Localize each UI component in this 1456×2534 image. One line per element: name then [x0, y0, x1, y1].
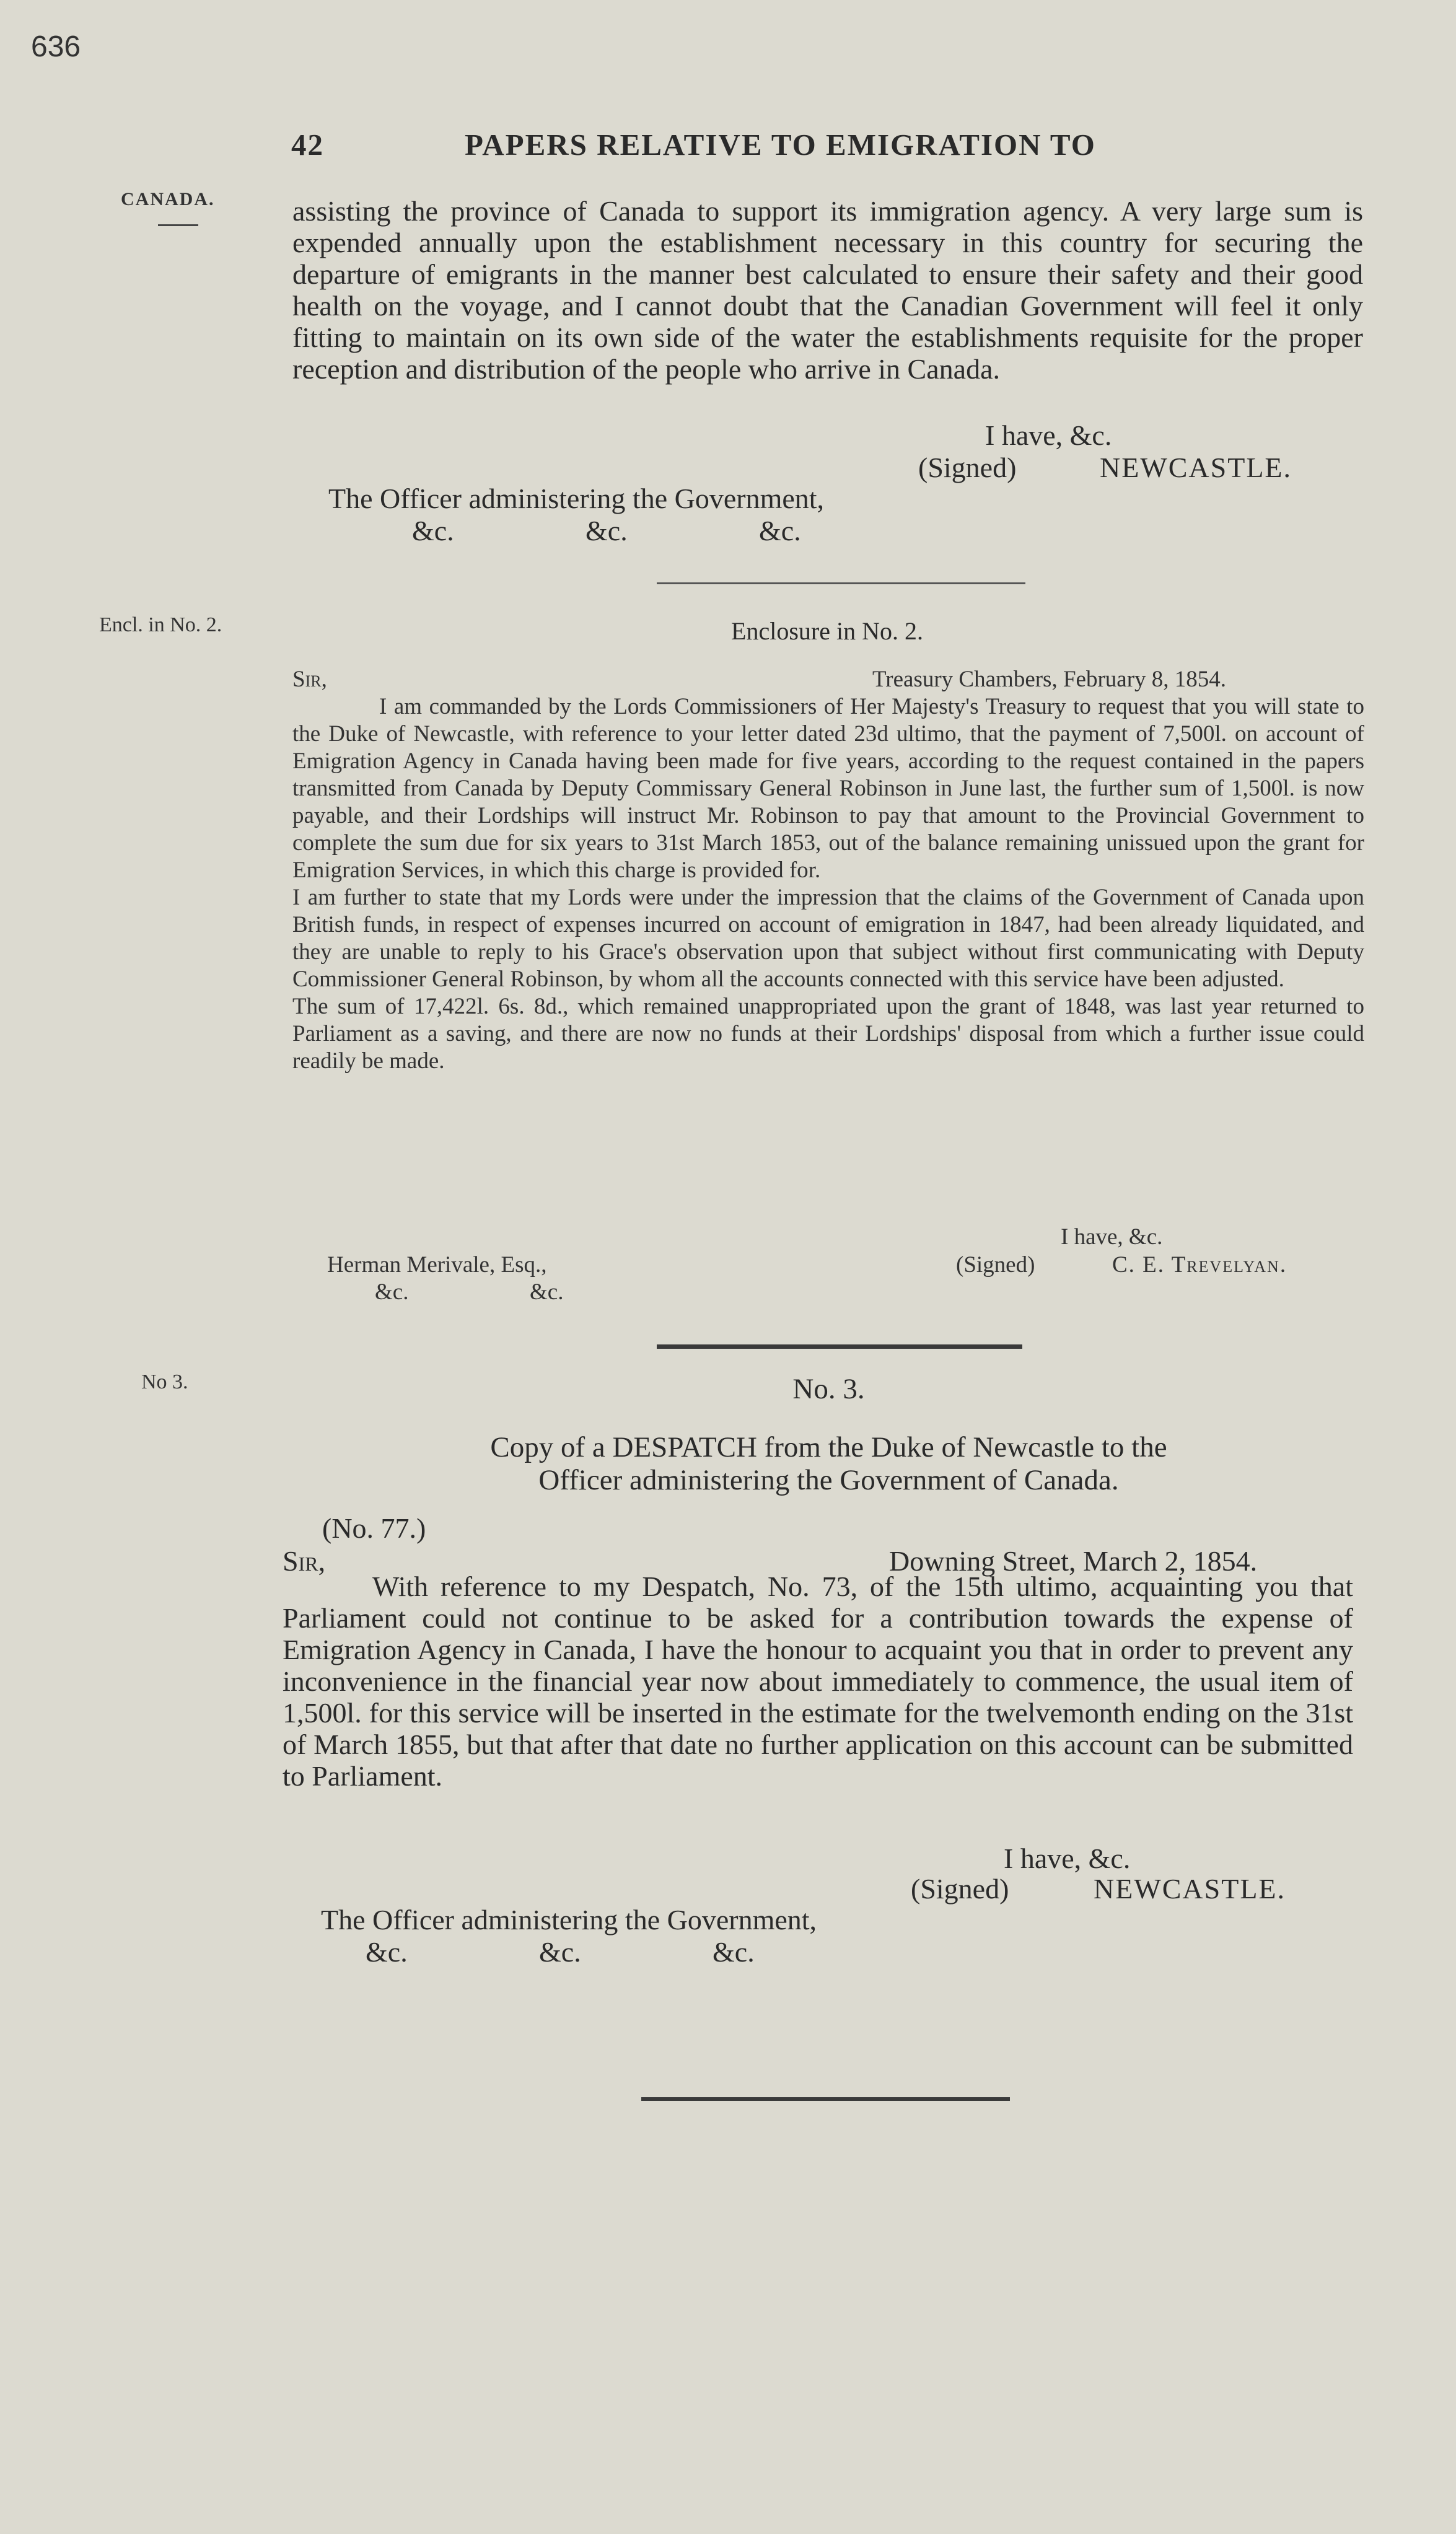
closing-3: I have, &c.: [1004, 1843, 1131, 1874]
etc-3b: &c.: [539, 1936, 581, 1968]
enclosure-etc-b: &c.: [530, 1279, 564, 1305]
addressee-1: The Officer administering the Government,: [328, 483, 825, 514]
etc-1c: &c.: [759, 515, 801, 546]
enclosure-para-2: I am further to state that my Lords were under the impression that the claims of the Government of Canada upon British funds, in respect of expenses incurred on account of emigration in 1847, had been already liquidated, and they are unable to reply to his Grace's observation upon that subject without first communicating with Deputy Commissioner General Robinson, by whom all the accounts connected with this service have been adjusted.: [292, 885, 1364, 992]
margin-rule: [158, 224, 198, 226]
signed-1: (Signed): [918, 452, 1017, 483]
section-divider-3: [641, 2097, 1010, 2101]
enclosure-salutation: Sir,: [292, 667, 327, 692]
no3-heading: No. 3.: [792, 1373, 865, 1405]
despatch-title-line-2: Officer administering the Government of Canada.: [538, 1464, 1119, 1496]
enclosure-para-1: I am commanded by the Lords Commissioners of Her Majesty's Treasury to request that you will state to the Duke of Newcastle, with reference to your letter dated 23d ultimo, that the payment of 7,500l. on account of Emigration Agency in Canada having been made for five years, according to the request contained in the papers transmitted from Canada by Deputy Commissary General Robinson in June last, the further sum of 1,500l. is now payable, and their Lordships will instruct Mr. Robinson to pay that amount to the Provincial Government to complete the sum due for six years to 31st March 1853, out of the balance remaining unissued upon the grant for Emigration Services, in which this charge is provided for.: [292, 694, 1364, 883]
margin-note-no3: No 3.: [141, 1370, 188, 1393]
section-divider-1: [657, 582, 1025, 584]
etc-1a: &c.: [412, 515, 454, 546]
enclosure-heading: Enclosure in No. 2.: [731, 617, 923, 645]
addressee-3: The Officer administering the Government,: [321, 1904, 817, 1936]
enclosure-signer: C. E. Trevelyan.: [1112, 1252, 1287, 1278]
continuation-text: assisting the province of Canada to support its immigration agency. A very large sum is expended annually upon the establishment necessary in this country for securing the departure of emigrants in the manner best calculated to ensure their safety and their good health on the voyage, and I cannot doubt that the Canadian Government will feel it only fitting to maintain on its own side of the water the establishments requisite for the proper reception and distribution of the people who arrive in Canada.: [292, 195, 1363, 385]
signer-1: NEWCASTLE.: [1100, 452, 1292, 483]
despatch-salutation: Sir,: [283, 1545, 326, 1577]
despatch-text: With reference to my Despatch, No. 73, of the 15th ultimo, acquainting you that Parliament could not continue to be asked for a contribution towards the expense of Emigration Agency in Canada, I have the honour to acquaint you that in order to prevent any inconvenience in the financial year now about immediately to commence, the usual item of 1,500l. for this service will be inserted in the estimate for the twelvemonth ending on the 31st of March 1855, but that after that date no further application on this account can be submitted to Parliament.: [283, 1571, 1353, 1792]
etc-1b: &c.: [585, 515, 628, 546]
enclosure-body: [292, 693, 1364, 1075]
header-page-number: 42: [291, 128, 324, 162]
enclosure-place-date: Treasury Chambers, February 8, 1854.: [872, 667, 1227, 692]
enclosure-para-3: The sum of 17,422l. 6s. 8d., which remained unappropriated upon the grant of 1848, was last year returned to Parliament as a saving, and there are now no funds at their Lordships' disposal from which a further issue could readily be made.: [292, 994, 1364, 1074]
etc-3a: &c.: [366, 1936, 408, 1968]
margin-note-enclosure: Encl. in No. 2.: [99, 613, 222, 636]
section-divider-2: [657, 1344, 1022, 1349]
despatch-number: (No. 77.): [322, 1512, 426, 1544]
despatch-continuation: [292, 195, 1363, 385]
despatch-body: [283, 1571, 1353, 1792]
enclosure-addressee: Herman Merivale, Esq.,: [327, 1252, 547, 1278]
signed-3: (Signed): [911, 1873, 1009, 1905]
header-title: PAPERS RELATIVE TO EMIGRATION TO: [465, 128, 1096, 162]
signer-3: NEWCASTLE.: [1094, 1873, 1286, 1905]
despatch-place-date: Downing Street, March 2, 1854.: [889, 1545, 1258, 1577]
despatch-title: [291, 1431, 1366, 1497]
closing-1: I have, &c.: [985, 419, 1112, 451]
folio-number: 636: [31, 30, 81, 63]
margin-note-canada: CANADA.: [121, 189, 215, 209]
enclosure-signed: (Signed): [956, 1252, 1035, 1278]
despatch-title-line-1: Copy of a DESPATCH from the Duke of Newcastle to the: [490, 1431, 1167, 1463]
enclosure-etc-a: &c.: [375, 1279, 409, 1305]
etc-3c: &c.: [713, 1936, 755, 1968]
enclosure-closing: I have, &c.: [1061, 1224, 1163, 1250]
